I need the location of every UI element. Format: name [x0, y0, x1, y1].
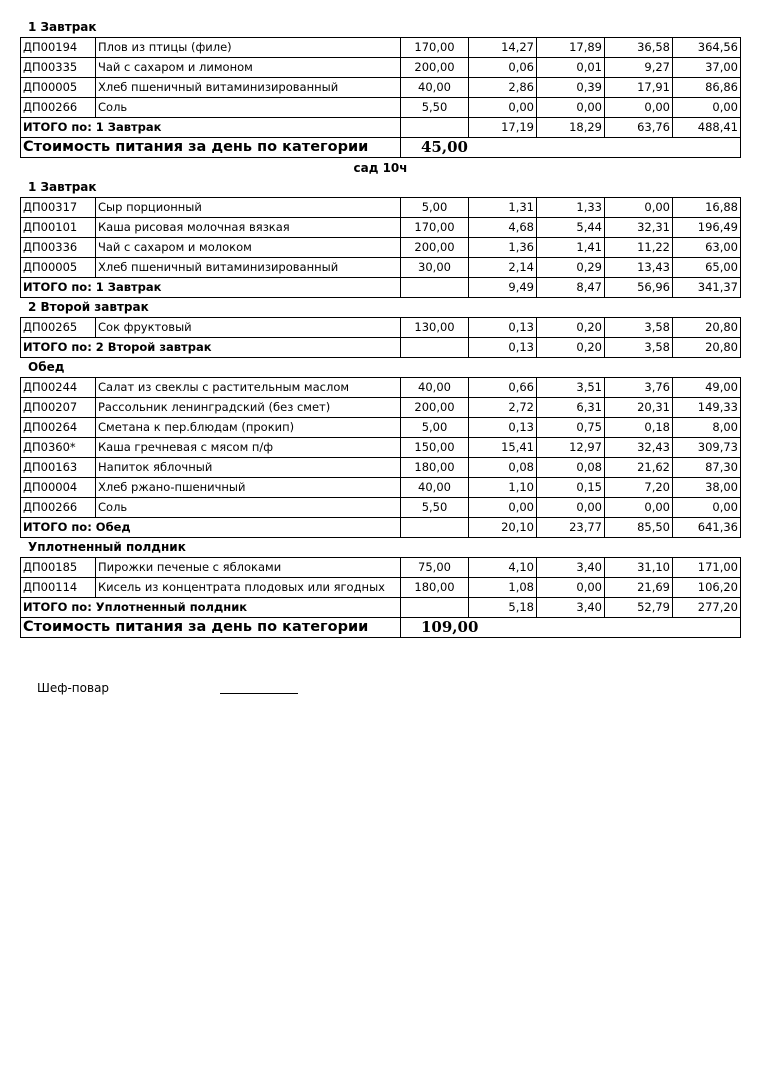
section-title: 1 Завтрак — [28, 20, 97, 34]
item-fat: 0,08 — [537, 458, 605, 478]
item-code: ДП00335 — [21, 58, 96, 78]
total-energy: 341,37 — [673, 278, 741, 298]
item-protein: 4,10 — [469, 558, 537, 578]
section-title: 1 Завтрак — [28, 180, 97, 194]
total-row — [21, 338, 741, 358]
item-code: ДП00114 — [21, 578, 96, 598]
item-name: Каша рисовая молочная вязкая — [96, 218, 401, 238]
item-weight: 40,00 — [401, 78, 469, 98]
item-weight: 200,00 — [401, 58, 469, 78]
item-fat: 3,40 — [537, 558, 605, 578]
meal-table — [20, 37, 741, 158]
item-carbs: 0,00 — [605, 98, 673, 118]
item-protein: 0,66 — [469, 378, 537, 398]
item-energy: 106,20 — [673, 578, 741, 598]
table-row — [21, 58, 741, 78]
item-code: ДП00317 — [21, 198, 96, 218]
item-weight: 170,00 — [401, 38, 469, 58]
item-carbs: 9,27 — [605, 58, 673, 78]
item-carbs: 21,69 — [605, 578, 673, 598]
table-row — [21, 398, 741, 418]
meal-table — [20, 197, 741, 298]
total-carbs: 52,79 — [605, 598, 673, 618]
total-carbs: 85,50 — [605, 518, 673, 538]
item-carbs: 32,43 — [605, 438, 673, 458]
table-row — [21, 378, 741, 398]
total-weight-empty — [401, 118, 469, 138]
item-energy: 49,00 — [673, 378, 741, 398]
item-protein: 0,06 — [469, 58, 537, 78]
item-energy: 196,49 — [673, 218, 741, 238]
item-energy: 63,00 — [673, 238, 741, 258]
item-name: Чай с сахаром и лимоном — [96, 58, 401, 78]
total-fat: 3,40 — [537, 598, 605, 618]
total-label: ИТОГО по: 1 Завтрак — [21, 118, 401, 138]
total-protein: 9,49 — [469, 278, 537, 298]
item-weight: 180,00 — [401, 578, 469, 598]
item-fat: 0,29 — [537, 258, 605, 278]
item-energy: 20,80 — [673, 318, 741, 338]
item-protein: 15,41 — [469, 438, 537, 458]
item-carbs: 36,58 — [605, 38, 673, 58]
item-energy: 149,33 — [673, 398, 741, 418]
item-weight: 75,00 — [401, 558, 469, 578]
total-row — [21, 518, 741, 538]
item-code: ДП00264 — [21, 418, 96, 438]
item-code: ДП00101 — [21, 218, 96, 238]
item-fat: 0,00 — [537, 498, 605, 518]
item-fat: 0,39 — [537, 78, 605, 98]
item-protein: 4,68 — [469, 218, 537, 238]
item-fat: 6,31 — [537, 398, 605, 418]
item-energy: 86,86 — [673, 78, 741, 98]
total-fat: 8,47 — [537, 278, 605, 298]
item-fat: 0,20 — [537, 318, 605, 338]
item-name: Соль — [96, 498, 401, 518]
item-protein: 0,00 — [469, 98, 537, 118]
item-weight: 30,00 — [401, 258, 469, 278]
total-protein: 0,13 — [469, 338, 537, 358]
item-name: Сметана к пер.блюдам (прокип) — [96, 418, 401, 438]
item-name: Хлеб пшеничный витаминизированный — [96, 258, 401, 278]
item-carbs: 32,31 — [605, 218, 673, 238]
item-code: ДП0360* — [21, 438, 96, 458]
item-weight: 5,50 — [401, 498, 469, 518]
item-fat: 3,51 — [537, 378, 605, 398]
table-row — [21, 418, 741, 438]
item-name: Хлеб пшеничный витаминизированный — [96, 78, 401, 98]
total-energy: 20,80 — [673, 338, 741, 358]
section-title: Уплотненный полдник — [28, 540, 186, 554]
item-name: Напиток яблочный — [96, 458, 401, 478]
item-fat: 0,00 — [537, 578, 605, 598]
meal-table — [20, 557, 741, 638]
item-carbs: 31,10 — [605, 558, 673, 578]
item-carbs: 3,58 — [605, 318, 673, 338]
item-name: Каша гречневая с мясом п/ф — [96, 438, 401, 458]
item-protein: 0,00 — [469, 498, 537, 518]
section-title: 2 Второй завтрак — [28, 300, 149, 314]
item-code: ДП00163 — [21, 458, 96, 478]
total-weight-empty — [401, 598, 469, 618]
item-carbs: 17,91 — [605, 78, 673, 98]
item-energy: 0,00 — [673, 498, 741, 518]
item-protein: 1,10 — [469, 478, 537, 498]
item-protein: 0,08 — [469, 458, 537, 478]
daily-cost-row — [21, 618, 741, 638]
item-carbs: 11,22 — [605, 238, 673, 258]
item-weight: 200,00 — [401, 238, 469, 258]
item-code: ДП00266 — [21, 98, 96, 118]
item-protein: 1,31 — [469, 198, 537, 218]
item-weight: 5,00 — [401, 418, 469, 438]
total-row — [21, 278, 741, 298]
table-row — [21, 458, 741, 478]
item-carbs: 20,31 — [605, 398, 673, 418]
table-row — [21, 198, 741, 218]
item-name: Сыр порционный — [96, 198, 401, 218]
total-weight-empty — [401, 278, 469, 298]
item-carbs: 0,00 — [605, 198, 673, 218]
item-fat: 5,44 — [537, 218, 605, 238]
item-fat: 1,33 — [537, 198, 605, 218]
item-energy: 37,00 — [673, 58, 741, 78]
item-carbs: 21,62 — [605, 458, 673, 478]
total-protein: 5,18 — [469, 598, 537, 618]
item-fat: 0,01 — [537, 58, 605, 78]
item-protein: 2,14 — [469, 258, 537, 278]
total-carbs: 56,96 — [605, 278, 673, 298]
total-carbs: 63,76 — [605, 118, 673, 138]
item-name: Плов из птицы (филе) — [96, 38, 401, 58]
total-label: ИТОГО по: Обед — [21, 518, 401, 538]
item-carbs: 0,00 — [605, 498, 673, 518]
section-title: Обед — [28, 360, 65, 374]
item-code: ДП00005 — [21, 78, 96, 98]
item-name: Пирожки печеные с яблоками — [96, 558, 401, 578]
menu-group-2 — [20, 178, 741, 638]
total-row — [21, 598, 741, 618]
total-fat: 18,29 — [537, 118, 605, 138]
item-name: Салат из свеклы с растительным маслом — [96, 378, 401, 398]
item-code: ДП00185 — [21, 558, 96, 578]
total-row — [21, 118, 741, 138]
item-code: ДП00005 — [21, 258, 96, 278]
meal-table — [20, 377, 741, 538]
group-caption: сад 10ч — [353, 161, 408, 175]
item-code: ДП00265 — [21, 318, 96, 338]
item-protein: 1,36 — [469, 238, 537, 258]
item-energy: 65,00 — [673, 258, 741, 278]
item-carbs: 0,18 — [605, 418, 673, 438]
item-code: ДП00336 — [21, 238, 96, 258]
item-weight: 150,00 — [401, 438, 469, 458]
total-fat: 0,20 — [537, 338, 605, 358]
daily-cost-row — [21, 138, 741, 158]
item-protein: 2,86 — [469, 78, 537, 98]
item-energy: 87,30 — [673, 458, 741, 478]
total-energy: 488,41 — [673, 118, 741, 138]
item-weight: 130,00 — [401, 318, 469, 338]
daily-cost-label: Стоимость питания за день по категории — [21, 138, 401, 158]
total-carbs: 3,58 — [605, 338, 673, 358]
item-weight: 170,00 — [401, 218, 469, 238]
item-protein: 2,72 — [469, 398, 537, 418]
item-energy: 8,00 — [673, 418, 741, 438]
total-weight-empty — [401, 338, 469, 358]
table-row — [21, 218, 741, 238]
menu-document — [20, 18, 741, 638]
item-energy: 171,00 — [673, 558, 741, 578]
item-energy: 16,88 — [673, 198, 741, 218]
item-protein: 1,08 — [469, 578, 537, 598]
total-weight-empty — [401, 518, 469, 538]
signature-label: Шеф-повар — [37, 681, 110, 695]
table-row — [21, 578, 741, 598]
menu-group-1 — [20, 18, 741, 158]
item-carbs: 7,20 — [605, 478, 673, 498]
table-row — [21, 438, 741, 458]
item-code: ДП00244 — [21, 378, 96, 398]
total-label: ИТОГО по: 1 Завтрак — [21, 278, 401, 298]
item-energy: 0,00 — [673, 98, 741, 118]
item-code: ДП00207 — [21, 398, 96, 418]
table-row — [21, 478, 741, 498]
total-protein: 20,10 — [469, 518, 537, 538]
daily-cost-label: Стоимость питания за день по категории — [21, 618, 401, 638]
table-row — [21, 98, 741, 118]
total-label: ИТОГО по: 2 Второй завтрак — [21, 338, 401, 358]
item-fat: 0,75 — [537, 418, 605, 438]
item-weight: 40,00 — [401, 478, 469, 498]
table-row — [21, 78, 741, 98]
table-row — [21, 558, 741, 578]
item-name: Хлеб ржано-пшеничный — [96, 478, 401, 498]
daily-cost-value: 45,00 — [401, 138, 741, 158]
item-fat: 1,41 — [537, 238, 605, 258]
total-energy: 277,20 — [673, 598, 741, 618]
item-name: Сок фруктовый — [96, 318, 401, 338]
item-protein: 0,13 — [469, 418, 537, 438]
item-weight: 5,00 — [401, 198, 469, 218]
table-row — [21, 238, 741, 258]
item-name: Кисель из концентрата плодовых или ягодных — [96, 578, 401, 598]
item-fat: 0,00 — [537, 98, 605, 118]
item-weight: 200,00 — [401, 398, 469, 418]
item-carbs: 13,43 — [605, 258, 673, 278]
total-protein: 17,19 — [469, 118, 537, 138]
total-label: ИТОГО по: Уплотненный полдник — [21, 598, 401, 618]
table-row — [21, 258, 741, 278]
total-fat: 23,77 — [537, 518, 605, 538]
item-code: ДП00194 — [21, 38, 96, 58]
item-fat: 0,15 — [537, 478, 605, 498]
item-weight: 180,00 — [401, 458, 469, 478]
item-energy: 364,56 — [673, 38, 741, 58]
item-weight: 5,50 — [401, 98, 469, 118]
daily-cost-value: 109,00 — [401, 618, 741, 638]
item-weight: 40,00 — [401, 378, 469, 398]
item-protein: 0,13 — [469, 318, 537, 338]
table-row — [21, 318, 741, 338]
table-row — [21, 38, 741, 58]
item-name: Рассольник ленинградский (без смет) — [96, 398, 401, 418]
item-carbs: 3,76 — [605, 378, 673, 398]
meal-table — [20, 317, 741, 358]
item-name: Чай с сахаром и молоком — [96, 238, 401, 258]
signature-line — [220, 693, 298, 694]
item-energy: 38,00 — [673, 478, 741, 498]
item-name: Соль — [96, 98, 401, 118]
table-row — [21, 498, 741, 518]
total-energy: 641,36 — [673, 518, 741, 538]
item-energy: 309,73 — [673, 438, 741, 458]
item-fat: 12,97 — [537, 438, 605, 458]
item-code: ДП00266 — [21, 498, 96, 518]
item-protein: 14,27 — [469, 38, 537, 58]
item-code: ДП00004 — [21, 478, 96, 498]
item-fat: 17,89 — [537, 38, 605, 58]
